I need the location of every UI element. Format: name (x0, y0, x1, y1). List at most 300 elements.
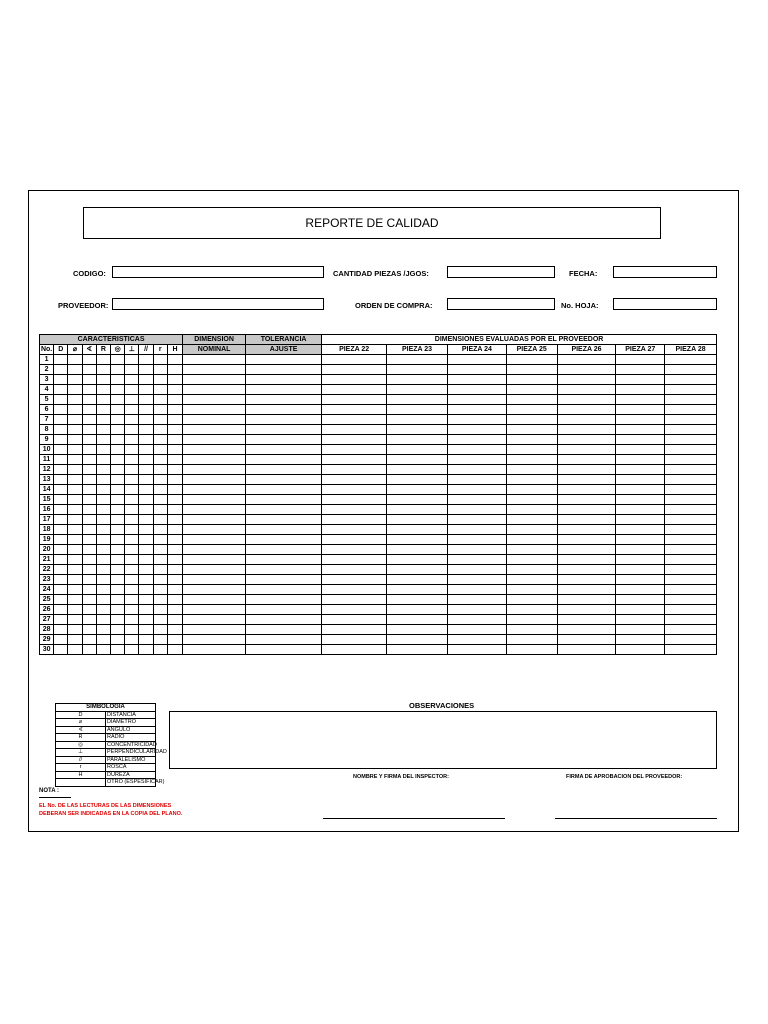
table-cell[interactable] (447, 615, 506, 625)
table-cell[interactable] (111, 365, 125, 375)
table-cell[interactable] (54, 475, 68, 485)
table-cell[interactable] (153, 405, 167, 415)
table-cell[interactable] (125, 455, 139, 465)
table-cell[interactable] (665, 505, 717, 515)
table-cell[interactable] (616, 455, 665, 465)
table-cell[interactable] (506, 375, 557, 385)
table-cell[interactable] (387, 565, 448, 575)
table-cell[interactable] (111, 535, 125, 545)
table-cell[interactable] (167, 565, 182, 575)
table-cell[interactable] (246, 455, 322, 465)
table-cell[interactable] (153, 415, 167, 425)
table-cell[interactable] (506, 615, 557, 625)
table-cell[interactable] (96, 455, 110, 465)
table-cell[interactable] (153, 385, 167, 395)
table-cell[interactable] (447, 485, 506, 495)
table-cell[interactable] (54, 555, 68, 565)
table-cell[interactable] (139, 615, 153, 625)
table-cell[interactable] (665, 375, 717, 385)
table-cell[interactable] (167, 535, 182, 545)
table-cell[interactable] (616, 575, 665, 585)
hoja-field[interactable] (613, 298, 717, 310)
table-cell[interactable] (665, 465, 717, 475)
table-cell[interactable] (322, 495, 387, 505)
table-cell[interactable] (447, 565, 506, 575)
table-cell[interactable] (665, 605, 717, 615)
table-cell[interactable] (68, 515, 82, 525)
table-cell[interactable] (125, 485, 139, 495)
table-cell[interactable] (183, 555, 246, 565)
table-cell[interactable] (96, 645, 110, 655)
table-cell[interactable] (506, 495, 557, 505)
table-cell[interactable] (54, 565, 68, 575)
table-cell[interactable] (68, 365, 82, 375)
table-cell[interactable] (82, 635, 96, 645)
table-cell[interactable] (111, 545, 125, 555)
table-cell[interactable] (246, 525, 322, 535)
table-cell[interactable] (665, 515, 717, 525)
table-cell[interactable] (96, 525, 110, 535)
table-cell[interactable] (322, 475, 387, 485)
table-cell[interactable] (447, 365, 506, 375)
table-cell[interactable] (68, 425, 82, 435)
table-cell[interactable] (111, 565, 125, 575)
table-cell[interactable] (111, 465, 125, 475)
table-cell[interactable] (82, 465, 96, 475)
table-cell[interactable] (246, 515, 322, 525)
table-cell[interactable] (557, 645, 616, 655)
table-cell[interactable] (387, 445, 448, 455)
table-cell[interactable] (153, 595, 167, 605)
table-cell[interactable] (387, 595, 448, 605)
table-cell[interactable] (447, 605, 506, 615)
table-cell[interactable] (183, 635, 246, 645)
table-cell[interactable] (139, 625, 153, 635)
table-cell[interactable] (111, 435, 125, 445)
table-cell[interactable] (125, 605, 139, 615)
table-cell[interactable] (139, 595, 153, 605)
table-cell[interactable] (111, 635, 125, 645)
table-cell[interactable] (616, 635, 665, 645)
table-cell[interactable] (447, 465, 506, 475)
table-cell[interactable] (183, 415, 246, 425)
table-cell[interactable] (447, 515, 506, 525)
table-cell[interactable] (54, 515, 68, 525)
table-cell[interactable] (246, 465, 322, 475)
table-cell[interactable] (167, 605, 182, 615)
table-cell[interactable] (68, 465, 82, 475)
table-cell[interactable] (246, 445, 322, 455)
table-cell[interactable] (665, 645, 717, 655)
table-cell[interactable] (447, 405, 506, 415)
table-cell[interactable] (111, 645, 125, 655)
table-cell[interactable] (68, 605, 82, 615)
codigo-field[interactable] (112, 266, 324, 278)
table-cell[interactable] (54, 575, 68, 585)
table-cell[interactable] (616, 385, 665, 395)
table-cell[interactable] (447, 355, 506, 365)
table-cell[interactable] (125, 375, 139, 385)
table-cell[interactable] (506, 415, 557, 425)
table-cell[interactable] (125, 405, 139, 415)
table-cell[interactable] (111, 515, 125, 525)
table-cell[interactable] (125, 625, 139, 635)
table-cell[interactable] (506, 455, 557, 465)
table-cell[interactable] (111, 355, 125, 365)
table-cell[interactable] (96, 535, 110, 545)
table-cell[interactable] (82, 405, 96, 415)
table-cell[interactable] (139, 355, 153, 365)
table-cell[interactable] (506, 505, 557, 515)
table-cell[interactable] (665, 545, 717, 555)
table-cell[interactable] (96, 615, 110, 625)
table-cell[interactable] (557, 575, 616, 585)
table-cell[interactable] (183, 435, 246, 445)
table-cell[interactable] (125, 535, 139, 545)
table-cell[interactable] (153, 505, 167, 515)
table-cell[interactable] (322, 365, 387, 375)
table-cell[interactable] (54, 585, 68, 595)
table-cell[interactable] (616, 525, 665, 535)
table-cell[interactable] (54, 525, 68, 535)
table-cell[interactable] (616, 355, 665, 365)
table-cell[interactable] (616, 485, 665, 495)
table-cell[interactable] (246, 645, 322, 655)
table-cell[interactable] (139, 565, 153, 575)
table-cell[interactable] (665, 615, 717, 625)
table-cell[interactable] (447, 445, 506, 455)
table-cell[interactable] (82, 455, 96, 465)
table-cell[interactable] (665, 395, 717, 405)
table-cell[interactable] (183, 515, 246, 525)
table-cell[interactable] (665, 485, 717, 495)
table-cell[interactable] (387, 415, 448, 425)
table-cell[interactable] (506, 435, 557, 445)
table-cell[interactable] (139, 505, 153, 515)
table-cell[interactable] (153, 485, 167, 495)
table-cell[interactable] (616, 365, 665, 375)
table-cell[interactable] (167, 455, 182, 465)
table-cell[interactable] (506, 555, 557, 565)
table-cell[interactable] (68, 445, 82, 455)
table-cell[interactable] (447, 415, 506, 425)
table-cell[interactable] (246, 575, 322, 585)
table-cell[interactable] (616, 395, 665, 405)
table-cell[interactable] (125, 495, 139, 505)
table-cell[interactable] (447, 375, 506, 385)
table-cell[interactable] (447, 535, 506, 545)
table-cell[interactable] (139, 435, 153, 445)
table-cell[interactable] (387, 355, 448, 365)
table-cell[interactable] (167, 595, 182, 605)
table-cell[interactable] (616, 445, 665, 455)
table-cell[interactable] (322, 435, 387, 445)
table-cell[interactable] (153, 375, 167, 385)
table-cell[interactable] (557, 395, 616, 405)
table-cell[interactable] (387, 375, 448, 385)
table-cell[interactable] (387, 425, 448, 435)
table-cell[interactable] (96, 555, 110, 565)
table-cell[interactable] (153, 395, 167, 405)
table-cell[interactable] (322, 635, 387, 645)
table-cell[interactable] (111, 595, 125, 605)
table-cell[interactable] (387, 475, 448, 485)
table-cell[interactable] (82, 595, 96, 605)
table-cell[interactable] (447, 585, 506, 595)
table-cell[interactable] (125, 635, 139, 645)
table-cell[interactable] (82, 355, 96, 365)
table-cell[interactable] (616, 375, 665, 385)
table-cell[interactable] (167, 495, 182, 505)
table-cell[interactable] (557, 615, 616, 625)
table-cell[interactable] (54, 455, 68, 465)
table-cell[interactable] (167, 515, 182, 525)
table-cell[interactable] (167, 415, 182, 425)
table-cell[interactable] (506, 625, 557, 635)
fecha-field[interactable] (613, 266, 717, 278)
table-cell[interactable] (387, 635, 448, 645)
table-cell[interactable] (167, 525, 182, 535)
table-cell[interactable] (447, 455, 506, 465)
table-cell[interactable] (139, 475, 153, 485)
table-cell[interactable] (322, 395, 387, 405)
table-cell[interactable] (111, 525, 125, 535)
table-cell[interactable] (447, 595, 506, 605)
table-cell[interactable] (183, 365, 246, 375)
table-cell[interactable] (68, 555, 82, 565)
table-cell[interactable] (111, 375, 125, 385)
table-cell[interactable] (111, 505, 125, 515)
table-cell[interactable] (111, 495, 125, 505)
table-cell[interactable] (139, 575, 153, 585)
table-cell[interactable] (557, 635, 616, 645)
table-cell[interactable] (322, 505, 387, 515)
table-cell[interactable] (506, 585, 557, 595)
table-cell[interactable] (153, 495, 167, 505)
table-cell[interactable] (557, 595, 616, 605)
table-cell[interactable] (183, 495, 246, 505)
table-cell[interactable] (557, 585, 616, 595)
table-cell[interactable] (167, 585, 182, 595)
table-cell[interactable] (54, 615, 68, 625)
table-cell[interactable] (82, 375, 96, 385)
table-cell[interactable] (111, 625, 125, 635)
table-cell[interactable] (246, 595, 322, 605)
table-cell[interactable] (82, 615, 96, 625)
table-cell[interactable] (246, 355, 322, 365)
table-cell[interactable] (54, 405, 68, 415)
table-cell[interactable] (557, 375, 616, 385)
table-cell[interactable] (96, 495, 110, 505)
table-cell[interactable] (167, 365, 182, 375)
table-cell[interactable] (96, 485, 110, 495)
table-cell[interactable] (506, 365, 557, 375)
table-cell[interactable] (139, 375, 153, 385)
table-cell[interactable] (167, 545, 182, 555)
table-cell[interactable] (557, 605, 616, 615)
table-cell[interactable] (183, 625, 246, 635)
table-cell[interactable] (153, 475, 167, 485)
table-cell[interactable] (506, 565, 557, 575)
table-cell[interactable] (387, 625, 448, 635)
table-cell[interactable] (322, 515, 387, 525)
table-cell[interactable] (183, 545, 246, 555)
table-cell[interactable] (111, 605, 125, 615)
table-cell[interactable] (246, 555, 322, 565)
table-cell[interactable] (447, 575, 506, 585)
table-cell[interactable] (153, 515, 167, 525)
table-cell[interactable] (183, 375, 246, 385)
table-cell[interactable] (96, 585, 110, 595)
table-cell[interactable] (82, 565, 96, 575)
table-cell[interactable] (246, 605, 322, 615)
table-cell[interactable] (96, 445, 110, 455)
table-cell[interactable] (616, 415, 665, 425)
table-cell[interactable] (183, 425, 246, 435)
table-cell[interactable] (125, 475, 139, 485)
table-cell[interactable] (153, 615, 167, 625)
table-cell[interactable] (96, 565, 110, 575)
table-cell[interactable] (96, 425, 110, 435)
table-cell[interactable] (125, 565, 139, 575)
table-cell[interactable] (125, 585, 139, 595)
table-cell[interactable] (54, 645, 68, 655)
table-cell[interactable] (68, 525, 82, 535)
table-cell[interactable] (506, 425, 557, 435)
table-cell[interactable] (125, 575, 139, 585)
table-cell[interactable] (153, 605, 167, 615)
table-cell[interactable] (665, 435, 717, 445)
table-cell[interactable] (557, 435, 616, 445)
table-cell[interactable] (96, 385, 110, 395)
table-cell[interactable] (139, 445, 153, 455)
table-cell[interactable] (506, 595, 557, 605)
table-cell[interactable] (139, 515, 153, 525)
table-cell[interactable] (665, 365, 717, 375)
table-cell[interactable] (111, 405, 125, 415)
table-cell[interactable] (557, 565, 616, 575)
table-cell[interactable] (506, 465, 557, 475)
table-cell[interactable] (96, 405, 110, 415)
table-cell[interactable] (54, 445, 68, 455)
table-cell[interactable] (54, 465, 68, 475)
table-cell[interactable] (557, 535, 616, 545)
table-cell[interactable] (111, 585, 125, 595)
table-cell[interactable] (125, 385, 139, 395)
table-cell[interactable] (557, 555, 616, 565)
table-cell[interactable] (387, 385, 448, 395)
table-cell[interactable] (322, 585, 387, 595)
table-cell[interactable] (183, 455, 246, 465)
table-cell[interactable] (54, 545, 68, 555)
table-cell[interactable] (167, 575, 182, 585)
table-cell[interactable] (139, 455, 153, 465)
table-cell[interactable] (183, 445, 246, 455)
table-cell[interactable] (139, 395, 153, 405)
table-cell[interactable] (665, 575, 717, 585)
table-cell[interactable] (111, 455, 125, 465)
table-cell[interactable] (96, 605, 110, 615)
table-cell[interactable] (167, 405, 182, 415)
table-cell[interactable] (167, 435, 182, 445)
table-cell[interactable] (557, 445, 616, 455)
table-cell[interactable] (68, 455, 82, 465)
table-cell[interactable] (139, 585, 153, 595)
table-cell[interactable] (183, 465, 246, 475)
table-cell[interactable] (665, 635, 717, 645)
table-cell[interactable] (153, 555, 167, 565)
table-cell[interactable] (246, 635, 322, 645)
table-cell[interactable] (387, 505, 448, 515)
table-cell[interactable] (665, 385, 717, 395)
table-cell[interactable] (322, 545, 387, 555)
table-cell[interactable] (665, 455, 717, 465)
table-cell[interactable] (183, 645, 246, 655)
table-cell[interactable] (96, 365, 110, 375)
table-cell[interactable] (167, 645, 182, 655)
table-cell[interactable] (54, 625, 68, 635)
table-cell[interactable] (183, 535, 246, 545)
table-cell[interactable] (616, 465, 665, 475)
table-cell[interactable] (96, 625, 110, 635)
table-cell[interactable] (96, 505, 110, 515)
table-cell[interactable] (125, 355, 139, 365)
table-cell[interactable] (54, 375, 68, 385)
table-cell[interactable] (447, 395, 506, 405)
table-cell[interactable] (68, 435, 82, 445)
table-cell[interactable] (68, 535, 82, 545)
table-cell[interactable] (167, 485, 182, 495)
table-cell[interactable] (153, 455, 167, 465)
table-cell[interactable] (246, 425, 322, 435)
table-cell[interactable] (125, 415, 139, 425)
table-cell[interactable] (447, 475, 506, 485)
table-cell[interactable] (557, 545, 616, 555)
table-cell[interactable] (54, 355, 68, 365)
table-cell[interactable] (506, 485, 557, 495)
table-cell[interactable] (183, 575, 246, 585)
table-cell[interactable] (322, 465, 387, 475)
table-cell[interactable] (616, 625, 665, 635)
table-cell[interactable] (387, 515, 448, 525)
table-cell[interactable] (68, 595, 82, 605)
table-cell[interactable] (665, 625, 717, 635)
table-cell[interactable] (506, 395, 557, 405)
table-cell[interactable] (557, 515, 616, 525)
table-cell[interactable] (54, 505, 68, 515)
table-cell[interactable] (246, 375, 322, 385)
table-cell[interactable] (167, 475, 182, 485)
table-cell[interactable] (153, 525, 167, 535)
table-cell[interactable] (111, 575, 125, 585)
table-cell[interactable] (557, 485, 616, 495)
table-cell[interactable] (616, 585, 665, 595)
table-cell[interactable] (616, 535, 665, 545)
table-cell[interactable] (665, 555, 717, 565)
table-cell[interactable] (68, 545, 82, 555)
table-cell[interactable] (447, 645, 506, 655)
table-cell[interactable] (447, 495, 506, 505)
table-cell[interactable] (153, 465, 167, 475)
table-cell[interactable] (506, 635, 557, 645)
table-cell[interactable] (82, 555, 96, 565)
table-cell[interactable] (246, 415, 322, 425)
table-cell[interactable] (139, 385, 153, 395)
table-cell[interactable] (125, 365, 139, 375)
table-cell[interactable] (167, 635, 182, 645)
table-cell[interactable] (153, 635, 167, 645)
table-cell[interactable] (557, 495, 616, 505)
